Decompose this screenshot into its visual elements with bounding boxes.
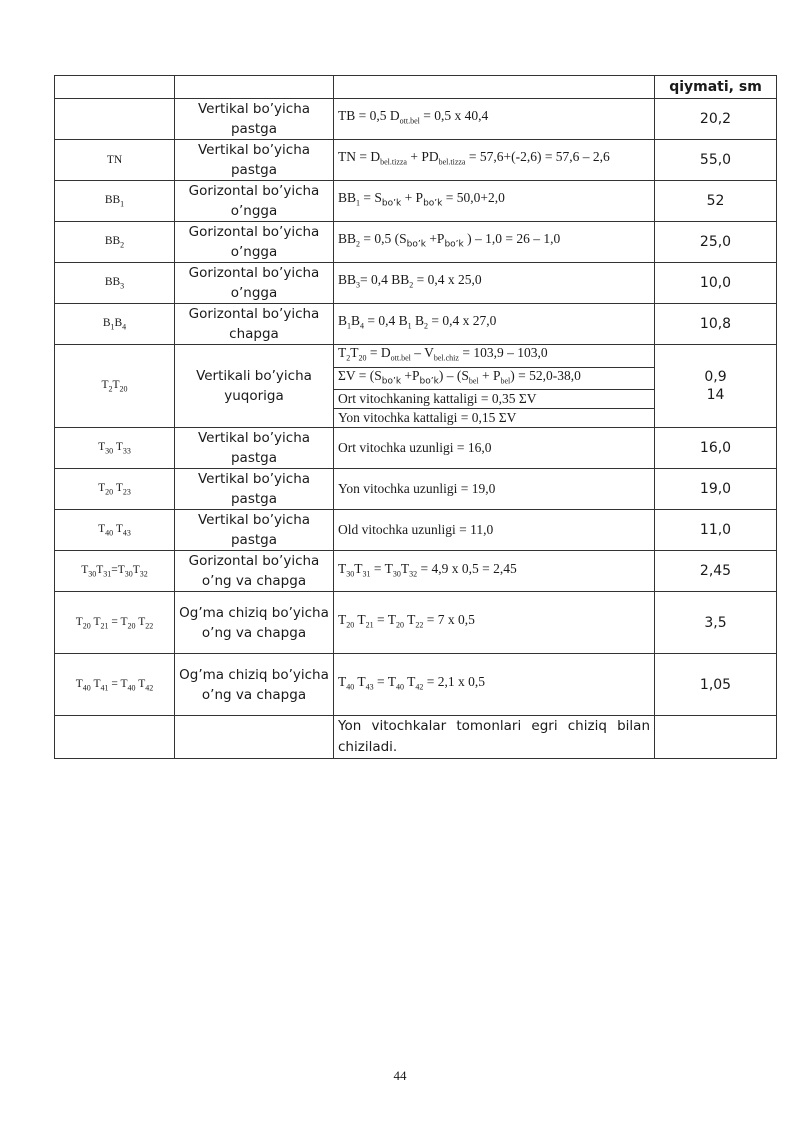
row-formula: $T_2T_{20} = D_{ott.bel} - V_{bel.chiz} = 103,9 - 103,0$	[334, 345, 655, 368]
table-row	[55, 592, 777, 654]
row-formula: $BB_3= 0,4$ $BB_2 = 0,4$ x 25,0	[334, 263, 655, 304]
row-label: $BB_3$	[55, 263, 175, 304]
table-row	[55, 181, 777, 222]
header-value-column: qiymati, sm	[655, 76, 777, 99]
measurements-table	[54, 75, 777, 759]
row-value: 1,05	[655, 654, 777, 716]
row-formula: $\Sigma V = (S_{bo’k} +P_{bo’k}) - (S_{bel} + P_{bel}) = 52,0-38,0$	[334, 367, 655, 390]
row-label: TN	[55, 140, 175, 181]
note-cell-empty	[55, 716, 175, 759]
header-cell-empty	[334, 76, 655, 99]
row-formula: Yon vitochka kattaligi = 0,15 ΣV	[334, 409, 655, 428]
table-row	[55, 428, 777, 469]
table-row	[55, 140, 777, 181]
row-formula: $T_{20}$ $T_{21} = T_{20}$ $T_{22} = 7$ x 0,5	[334, 592, 655, 654]
row-label: $T_{20}$ $T_{23}$	[55, 469, 175, 510]
row-value: 2,45	[655, 551, 777, 592]
row-direction: Vertikal bo’yicha pastga	[175, 99, 334, 140]
header-cell-empty	[175, 76, 334, 99]
row-formula: Yon vitochka uzunligi = 19,0	[334, 469, 655, 510]
row-value: 16,0	[655, 428, 777, 469]
row-value: 10,8	[655, 304, 777, 345]
row-label: $T_{30}$ $T_{33}$	[55, 428, 175, 469]
row-formula: $BB_1 = S_{bo’k} + P_{bo’k} = 50,0+2,0$	[334, 181, 655, 222]
note-text: Yon vitochkalar tomonlari egri chiziq bilan chiziladi.	[334, 716, 655, 759]
row-value: 10,0	[655, 263, 777, 304]
row-formula: $BB_2 = 0,5$ ($S_{bo’k} +P_{bo’k}$ ) – 1,0 = 26 – 1,0	[334, 222, 655, 263]
table-row	[55, 263, 777, 304]
row-value-group	[655, 345, 777, 428]
row-direction: Gorizontal bo’yicha o’ng va chapga	[175, 551, 334, 592]
table-row	[55, 551, 777, 592]
header-cell-empty	[55, 76, 175, 99]
row-formula: Ort vitochka uzunligi = 16,0	[334, 428, 655, 469]
row-value: 11,0	[655, 510, 777, 551]
row-direction: Gorizontal bo’yicha o’ngga	[175, 263, 334, 304]
row-direction: Og’ma chiziq bo’yicha o’ng va chapga	[175, 654, 334, 716]
row-label: $BB_2$	[55, 222, 175, 263]
row-direction: Vertikal bo’yicha pastga	[175, 428, 334, 469]
row-formula: TB = 0,5 $D_{ott.bel} = 0,5$ x 40,4	[334, 99, 655, 140]
row-label: $T_{30}T_{31}=T_{30}T_{32}$	[55, 551, 175, 592]
row-label: $T_{20}$ $T_{21} = T_{20}$ $T_{22}$	[55, 592, 175, 654]
table-header-row	[55, 76, 777, 99]
row-direction: Vertikali bo’yicha yuqoriga	[175, 345, 334, 428]
table-row	[55, 654, 777, 716]
row-value: 55,0	[655, 140, 777, 181]
table-row	[55, 469, 777, 510]
row-label: $T_{40}$ $T_{41} = T_{40}$ $T_{42}$	[55, 654, 175, 716]
row-label: $B_1B_4$	[55, 304, 175, 345]
row-formula: TN = $D_{bel.tizza} + PD_{bel.tizza} = 57,6+(-2,6) = 57,6 - 2,6$	[334, 140, 655, 181]
row-formula: $T_{30}T_{31} = T_{30}T_{32} = 4,9$ x 0,5 = 2,45	[334, 551, 655, 592]
table-row	[55, 99, 777, 140]
row-value: 14	[706, 387, 725, 404]
table-row-note	[55, 716, 777, 759]
table-row	[55, 222, 777, 263]
note-cell-empty	[175, 716, 334, 759]
table-row	[55, 304, 777, 345]
row-direction: Vertikal bo’yicha pastga	[175, 469, 334, 510]
row-formula: $B_1B_4 = 0,4$ $B_1$ $B_2 = 0,4$ x 27,0	[334, 304, 655, 345]
table-row	[55, 510, 777, 551]
row-formula: Ort vitochkaning kattaligi = 0,35 ΣV	[334, 390, 655, 409]
row-label: $BB_1$	[55, 181, 175, 222]
row-value: 52	[655, 181, 777, 222]
row-direction: Vertikal bo’yicha pastga	[175, 140, 334, 181]
row-label: $T_{40}$ $T_{43}$	[55, 510, 175, 551]
row-direction: Vertikal bo’yicha pastga	[175, 510, 334, 551]
row-formula: $T_{40}$ $T_{43} = T_{40}$ $T_{42} = 2,1$ x 0,5	[334, 654, 655, 716]
table-row	[55, 345, 777, 368]
row-value: 0,9	[704, 369, 727, 386]
row-value: 3,5	[655, 592, 777, 654]
row-value: 25,0	[655, 222, 777, 263]
row-direction: Gorizontal bo’yicha o’ngga	[175, 222, 334, 263]
row-label	[55, 99, 175, 140]
row-formula: Old vitochka uzunligi = 11,0	[334, 510, 655, 551]
page-number: 44	[393, 1068, 407, 1083]
row-direction: Gorizontal bo’yicha chapga	[175, 304, 334, 345]
row-value: 20,2	[655, 99, 777, 140]
row-direction: Og’ma chiziq bo’yicha o’ng va chapga	[175, 592, 334, 654]
row-value: 19,0	[655, 469, 777, 510]
row-label: $T_2T_{20}$	[55, 345, 175, 428]
note-cell-empty	[655, 716, 777, 759]
row-direction: Gorizontal bo’yicha o’ngga	[175, 181, 334, 222]
